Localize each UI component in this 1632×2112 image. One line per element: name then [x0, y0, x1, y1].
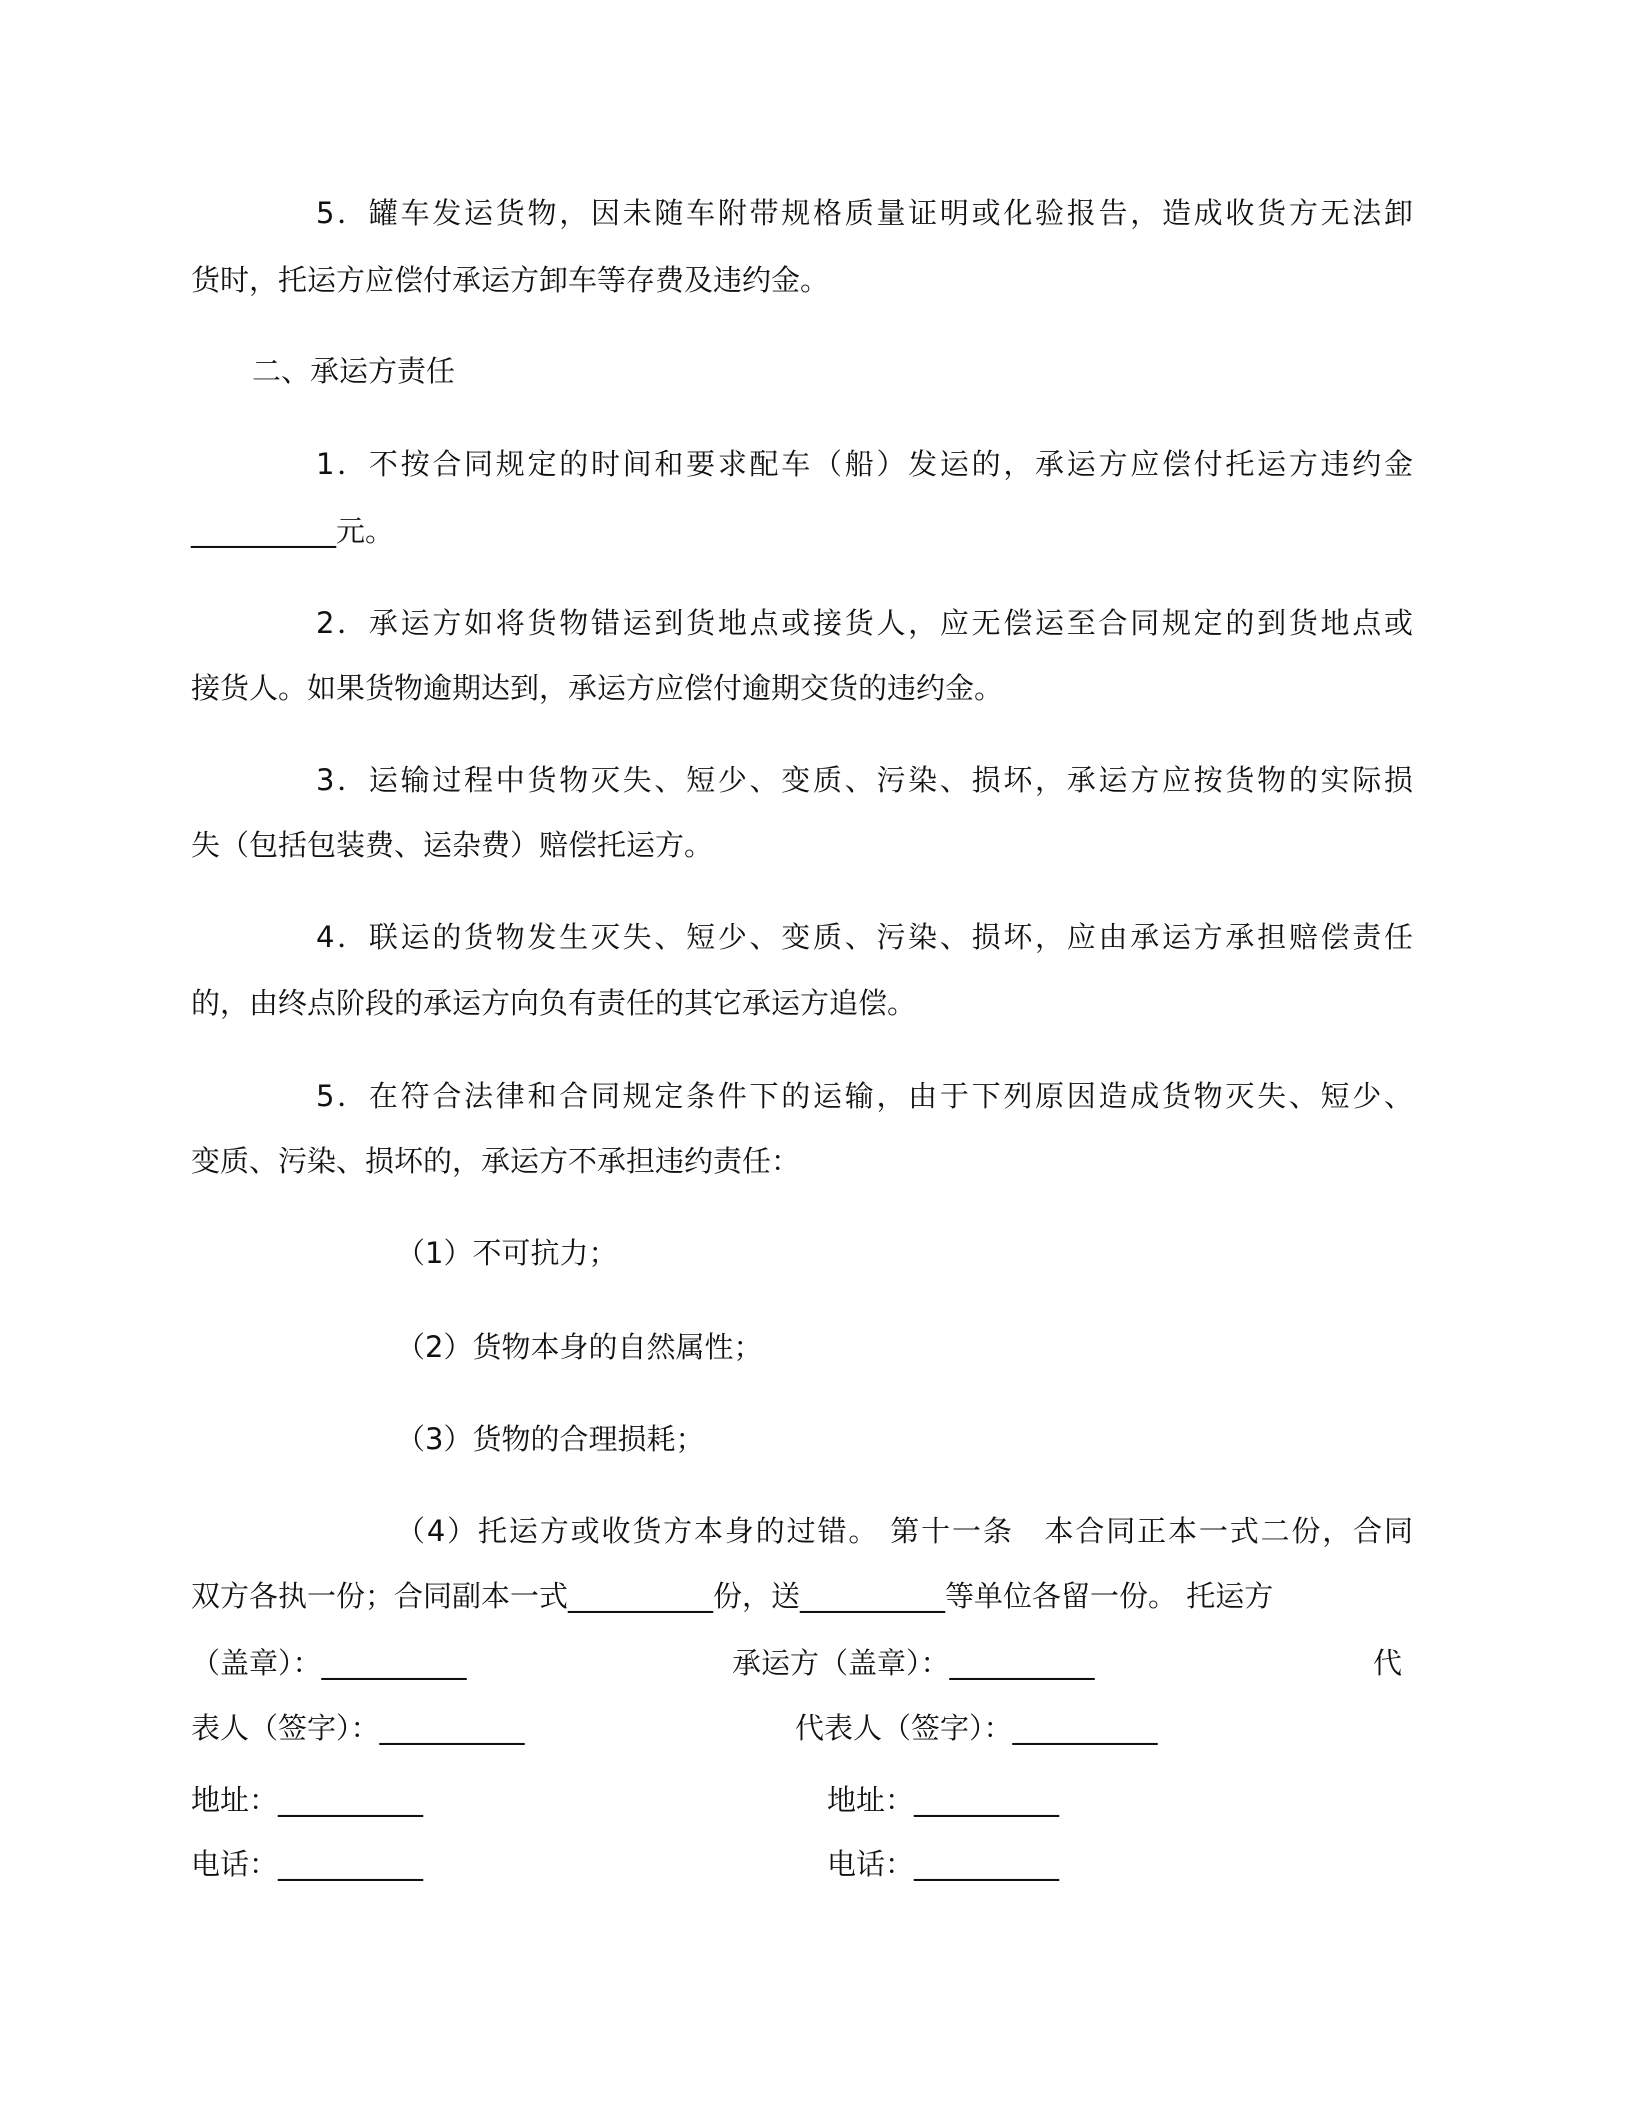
list-item: （1）不可抗力；: [396, 1236, 618, 1270]
shipper-phone-field: 电话：__________: [191, 1847, 424, 1881]
text-line: 失（包括包装费、运杂费）赔偿托运方。: [191, 828, 714, 862]
text-line: 5．罐车发运货物，因未随车附带规格质量证明或化验报告，造成收货方无法卸: [316, 196, 1413, 230]
text-line: 4．联运的货物发生灭失、短少、变质、污染、损坏，应由承运方承担赔偿责任: [316, 920, 1413, 954]
text-line: 变质、污染、损坏的，承运方不承担违约责任：: [191, 1144, 801, 1178]
list-item: （3）货物的合理损耗；: [396, 1422, 705, 1456]
shipper-address-field: 地址：__________: [191, 1783, 424, 1817]
list-item: （2）货物本身的自然属性；: [396, 1330, 763, 1364]
text-line: 接货人。如果货物逾期达到，承运方应偿付逾期交货的违约金。: [191, 671, 1004, 705]
text-line: 双方各执一份；合同副本一式__________份，送__________等单位各留一份。 托运方: [191, 1579, 1274, 1613]
section-heading: 二、承运方责任: [252, 354, 456, 388]
text-line: __________元。: [191, 514, 395, 548]
shipper-seal-field: （盖章）：__________: [191, 1646, 467, 1680]
text-fragment: 代: [1373, 1646, 1403, 1680]
carrier-address-field: 地址：__________: [827, 1783, 1060, 1817]
carrier-representative-field: 代表人（签字）：__________: [795, 1711, 1158, 1745]
text-line: 5．在符合法律和合同规定条件下的运输，由于下列原因造成货物灭失、短少、: [316, 1079, 1413, 1113]
text-line: 1．不按合同规定的时间和要求配车（船）发运的，承运方应偿付托运方违约金: [316, 447, 1413, 481]
text-line: 货时，托运方应偿付承运方卸车等存费及违约金。: [191, 263, 830, 297]
text-line: 2．承运方如将货物错运到货地点或接货人，应无偿运至合同规定的到货地点或: [316, 606, 1413, 640]
list-item: （4）托运方或收货方本身的过错。 第十一条 本合同正本一式二份，合同: [396, 1514, 1413, 1548]
shipper-representative-field: 表人（签字）：__________: [191, 1711, 525, 1745]
carrier-phone-field: 电话：__________: [827, 1847, 1060, 1881]
carrier-seal-field: 承运方（盖章）：__________: [732, 1646, 1095, 1680]
text-line: 3．运输过程中货物灭失、短少、变质、污染、损坏，承运方应按货物的实际损: [316, 763, 1413, 797]
text-line: 的，由终点阶段的承运方向负有责任的其它承运方追偿。: [191, 986, 917, 1020]
